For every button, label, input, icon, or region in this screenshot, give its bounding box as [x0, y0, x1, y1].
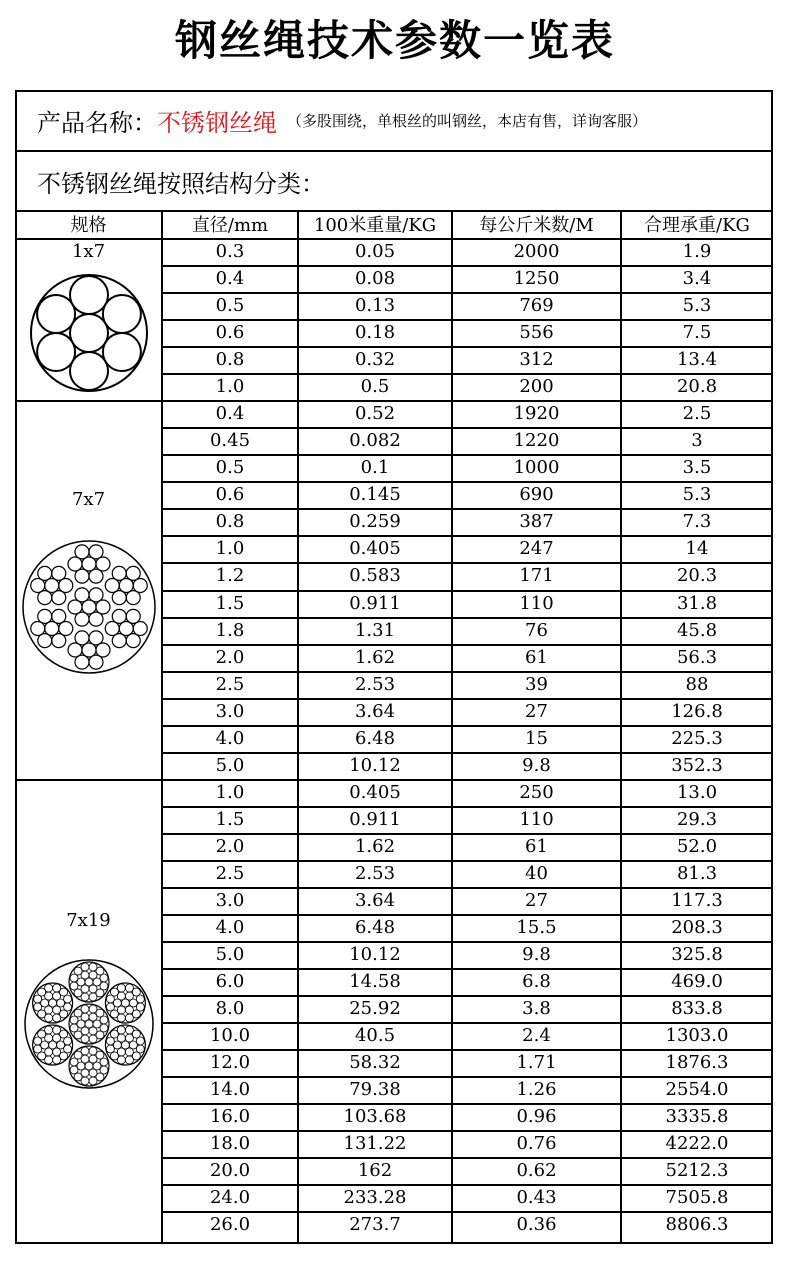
- meters-per-kg-cell: 1920: [513, 403, 560, 425]
- diameter-cell: 3.0: [215, 889, 245, 911]
- wire-circle: [103, 295, 141, 333]
- weight-cell: 0.52: [354, 403, 396, 425]
- load-cell: 126.8: [671, 700, 723, 722]
- wire-circle: [70, 1024, 78, 1032]
- weight-cell: 0.405: [349, 538, 401, 560]
- diameter-cell: 14.0: [209, 1079, 251, 1101]
- load-cell: 3.5: [682, 457, 712, 479]
- weight-cell: 0.05: [354, 241, 396, 262]
- load-cell: 7505.8: [665, 1187, 729, 1209]
- meters-per-kg-cell: 769: [519, 295, 554, 317]
- diameter-cell: 2.0: [215, 835, 245, 857]
- meters-per-kg-cell: 27: [525, 700, 548, 722]
- load-cell: 56.3: [676, 646, 718, 668]
- wire-circle: [126, 610, 140, 624]
- load-cell: 325.8: [671, 944, 723, 966]
- weight-cell: 0.583: [349, 565, 401, 587]
- meters-per-kg-cell: 61: [525, 835, 548, 857]
- meters-per-kg-cell: 61: [525, 646, 548, 668]
- diameter-cell: 10.0: [209, 1025, 251, 1047]
- weight-cell: 0.32: [354, 349, 396, 371]
- wire-circle: [38, 567, 52, 581]
- table-row: [15, 455, 773, 482]
- load-cell: 13.4: [676, 349, 718, 371]
- diameter-cell: 2.0: [215, 646, 245, 668]
- diameter-cell: 18.0: [209, 1133, 251, 1155]
- meters-per-kg-cell: 171: [519, 565, 554, 587]
- page-title: 钢丝绳技术参数一览表: [174, 16, 615, 65]
- wire-circle: [75, 631, 89, 645]
- load-cell: 352.3: [671, 754, 723, 776]
- spec-label: 1x7: [71, 241, 106, 262]
- load-cell: 5.3: [682, 295, 712, 317]
- weight-cell: 40.5: [354, 1025, 396, 1047]
- weight-cell: 103.68: [343, 1106, 407, 1128]
- wire-circle: [126, 591, 140, 605]
- diameter-cell: 5.0: [215, 944, 245, 966]
- wire-circle: [117, 1026, 125, 1034]
- product-name: 不锈钢丝绳: [157, 108, 277, 137]
- wire-circle: [70, 314, 108, 352]
- load-cell: 833.8: [671, 998, 723, 1020]
- table-row: [15, 753, 773, 780]
- meters-per-kg-cell: 200: [519, 376, 554, 398]
- diameter-cell: 8.0: [215, 998, 245, 1020]
- table-row: [15, 780, 773, 807]
- wire-circle: [103, 333, 141, 371]
- wire-circle: [126, 567, 140, 581]
- diameter-cell: 26.0: [209, 1214, 251, 1236]
- meters-per-kg-cell: 0.96: [516, 1106, 557, 1128]
- load-cell: 81.3: [676, 862, 718, 884]
- meters-per-kg-cell: 15.5: [516, 917, 557, 938]
- load-cell: 208.3: [671, 917, 723, 938]
- weight-cell: 6.48: [354, 917, 396, 938]
- wire-circle: [64, 1037, 72, 1045]
- load-cell: 20.3: [676, 565, 718, 587]
- wire-circle: [89, 655, 103, 669]
- table-row: [15, 834, 773, 861]
- weight-cell: 0.13: [354, 295, 396, 317]
- load-cell: 7.3: [682, 511, 712, 533]
- load-cell: 1303.0: [665, 1025, 729, 1047]
- wire-circle: [100, 1016, 108, 1024]
- wire-circle: [106, 1045, 114, 1053]
- wire-circle: [52, 567, 66, 581]
- wire-circle: [70, 276, 108, 314]
- wire-circle: [112, 567, 126, 581]
- load-cell: 469.0: [671, 971, 723, 993]
- product-label: 产品名称：: [37, 108, 157, 137]
- diameter-cell: 16.0: [209, 1106, 251, 1128]
- wire-circle: [89, 631, 103, 645]
- meters-per-kg-cell: 2000: [513, 241, 560, 262]
- wire-circle: [81, 1047, 89, 1055]
- wire-circle: [70, 1066, 78, 1074]
- meters-per-kg-cell: 387: [519, 511, 554, 533]
- wire-circle: [117, 984, 125, 992]
- wire-circle: [37, 295, 75, 333]
- meters-per-kg-cell: 1220: [513, 430, 560, 452]
- wire-circle: [52, 591, 66, 605]
- load-cell: 2.5: [682, 403, 712, 425]
- weight-cell: 131.22: [343, 1133, 407, 1155]
- meters-per-kg-cell: 110: [519, 592, 554, 614]
- diameter-cell: 12.0: [209, 1052, 251, 1074]
- load-cell: 117.3: [671, 889, 723, 911]
- meters-per-kg-cell: 1.71: [516, 1052, 557, 1074]
- weight-cell: 273.7: [349, 1214, 401, 1236]
- table-row: [15, 726, 773, 753]
- wire-circle: [34, 1003, 42, 1011]
- diameter-cell: 0.45: [209, 430, 251, 452]
- spec-label: 7x19: [66, 909, 111, 931]
- table-row: [15, 699, 773, 726]
- wire-circle: [89, 1077, 97, 1085]
- weight-cell: 1.62: [354, 646, 396, 668]
- table-row: [15, 1158, 773, 1185]
- wire-circle: [89, 993, 97, 1001]
- wire-circle: [75, 588, 89, 602]
- meters-per-kg-cell: 76: [525, 619, 548, 641]
- wire-circle: [52, 610, 66, 624]
- meters-per-kg-cell: 110: [519, 808, 554, 830]
- weight-cell: 233.28: [343, 1187, 407, 1209]
- diameter-cell: 0.3: [215, 241, 245, 262]
- wire-circle: [126, 634, 140, 648]
- spec-label: 7x7: [71, 489, 106, 511]
- load-cell: 225.3: [671, 727, 723, 749]
- table-row: [15, 861, 773, 888]
- header-spec: 规格: [70, 215, 107, 236]
- load-cell: 1.9: [682, 241, 712, 262]
- header-weight: 100米重量/KG: [313, 215, 437, 236]
- load-cell: 45.8: [676, 619, 718, 641]
- wire-circle: [81, 963, 89, 971]
- wire-circle: [125, 1014, 133, 1022]
- meters-per-kg-cell: 0.43: [516, 1187, 557, 1209]
- diameter-cell: 3.0: [215, 700, 245, 722]
- diameter-cell: 0.8: [215, 511, 245, 533]
- table-row: [15, 428, 773, 455]
- spec-table: [15, 212, 773, 1244]
- diameter-cell: 1.0: [215, 781, 245, 803]
- table-row: [15, 1185, 773, 1212]
- diameter-cell: 0.6: [215, 322, 245, 344]
- weight-cell: 0.911: [349, 808, 401, 830]
- weight-cell: 3.64: [354, 889, 396, 911]
- wire-circle: [89, 545, 103, 559]
- diameter-cell: 2.5: [215, 862, 245, 884]
- weight-cell: 79.38: [349, 1079, 401, 1101]
- meters-per-kg-cell: 6.8: [522, 971, 551, 993]
- wire-circle: [89, 588, 103, 602]
- diameter-cell: 0.6: [215, 484, 245, 506]
- wire-circle: [112, 610, 126, 624]
- wire-circle: [64, 995, 72, 1003]
- meters-per-kg-cell: 0.36: [516, 1214, 557, 1236]
- diameter-cell: 20.0: [209, 1160, 251, 1182]
- meters-per-kg-cell: 0.76: [516, 1133, 557, 1155]
- meters-per-kg-cell: 1.26: [516, 1079, 557, 1101]
- weight-cell: 1.62: [354, 835, 396, 857]
- category-line: 不锈钢丝绳按照结构分类：: [15, 152, 773, 212]
- diameter-cell: 0.5: [215, 295, 245, 317]
- 7x7-cross-section: [21, 539, 157, 675]
- meters-per-kg-cell: 250: [519, 781, 554, 803]
- load-cell: 88: [685, 673, 709, 695]
- weight-cell: 162: [357, 1160, 393, 1182]
- wire-circle: [136, 995, 144, 1003]
- wire-circle: [34, 1045, 42, 1053]
- load-cell: 20.8: [676, 376, 718, 398]
- table-row: [15, 807, 773, 834]
- table-row: [15, 401, 773, 428]
- load-cell: 31.8: [676, 592, 718, 614]
- diameter-cell: 1.8: [215, 619, 245, 641]
- load-cell: 3: [691, 430, 703, 452]
- table-row: [15, 509, 773, 536]
- meters-per-kg-cell: 15: [525, 727, 548, 749]
- diameter-cell: 1.2: [215, 565, 245, 587]
- table-row: [15, 1104, 773, 1131]
- wire-circle: [100, 974, 108, 982]
- diameter-cell: 4.0: [215, 727, 245, 749]
- wire-circle: [100, 1058, 108, 1066]
- load-cell: 8806.3: [665, 1214, 729, 1236]
- meters-per-kg-cell: 39: [525, 673, 548, 695]
- diameter-cell: 1.5: [215, 592, 245, 614]
- weight-cell: 14.58: [349, 971, 401, 993]
- weight-cell: 58.32: [349, 1052, 401, 1074]
- wire-circle: [75, 545, 89, 559]
- weight-cell: 10.12: [349, 754, 401, 776]
- wire-circle: [38, 610, 52, 624]
- weight-cell: 2.53: [354, 862, 396, 884]
- diameter-cell: 4.0: [215, 917, 245, 938]
- product-note: （多股围绕，单根丝的叫钢丝，本店有售，详询客服）: [287, 111, 648, 130]
- load-cell: 3.4: [682, 268, 712, 290]
- wire-circle: [52, 634, 66, 648]
- load-cell: 7.5: [682, 322, 712, 344]
- 7x19-cross-section: [23, 958, 155, 1090]
- weight-cell: 0.259: [349, 511, 401, 533]
- meters-per-kg-cell: 247: [519, 538, 554, 560]
- meters-per-kg-cell: 312: [519, 349, 554, 371]
- table-row: [15, 672, 773, 699]
- header-load: 合理承重/KG: [644, 215, 750, 236]
- wire-circle: [53, 1056, 61, 1064]
- wire-circle: [70, 352, 108, 390]
- diameter-cell: 1.5: [215, 808, 245, 830]
- diameter-cell: 0.8: [215, 349, 245, 371]
- wire-circle: [53, 1014, 61, 1022]
- load-cell: 5.3: [682, 484, 712, 506]
- meters-per-kg-cell: 3.8: [522, 998, 551, 1020]
- load-cell: 5212.3: [665, 1160, 729, 1182]
- meters-per-kg-cell: 1250: [513, 268, 560, 290]
- 1x7-cross-section: [29, 273, 149, 393]
- load-cell: 52.0: [676, 835, 718, 857]
- diameter-cell: 24.0: [209, 1187, 251, 1209]
- table-row: [15, 1131, 773, 1158]
- wire-circle: [81, 1005, 89, 1013]
- meters-per-kg-cell: 40: [525, 862, 548, 884]
- weight-cell: 0.405: [349, 781, 401, 803]
- weight-cell: 0.5: [360, 376, 390, 398]
- weight-cell: 10.12: [349, 944, 401, 966]
- wire-circle: [70, 982, 78, 990]
- load-cell: 29.3: [676, 808, 718, 830]
- load-cell: 2554.0: [665, 1079, 729, 1101]
- wire-circle: [89, 569, 103, 583]
- meters-per-kg-cell: 9.8: [522, 944, 551, 966]
- diameter-cell: 5.0: [215, 754, 245, 776]
- product-name-row: [15, 90, 773, 152]
- weight-cell: 1.31: [354, 619, 396, 641]
- load-cell: 13.0: [676, 781, 718, 803]
- weight-cell: 0.082: [349, 430, 401, 452]
- wire-circle: [37, 333, 75, 371]
- meters-per-kg-cell: 2.4: [522, 1025, 551, 1047]
- wire-circle: [89, 612, 103, 626]
- load-cell: 1876.3: [665, 1052, 729, 1074]
- wire-circle: [106, 1003, 114, 1011]
- diameter-cell: 6.0: [215, 971, 245, 993]
- weight-cell: 0.145: [349, 484, 401, 506]
- rope-outer-circle: [23, 541, 155, 673]
- wire-circle: [45, 1026, 53, 1034]
- meters-per-kg-cell: 0.62: [516, 1160, 557, 1182]
- diameter-cell: 1.0: [215, 538, 245, 560]
- rope-outer-circle: [25, 960, 153, 1088]
- weight-cell: 0.18: [354, 322, 396, 344]
- diameter-cell: 0.4: [215, 268, 245, 290]
- weight-cell: 0.08: [354, 268, 396, 290]
- diameter-cell: 1.0: [215, 376, 245, 398]
- weight-cell: 2.53: [354, 673, 396, 695]
- meters-per-kg-cell: 9.8: [522, 754, 551, 776]
- wire-circle: [136, 1037, 144, 1045]
- load-cell: 14: [685, 538, 709, 560]
- weight-cell: 25.92: [349, 998, 401, 1020]
- wire-circle: [89, 1035, 97, 1043]
- meters-per-kg-cell: 556: [519, 322, 554, 344]
- meters-per-kg-cell: 27: [525, 889, 548, 911]
- load-cell: 3335.8: [665, 1106, 729, 1128]
- weight-cell: 0.1: [360, 457, 390, 479]
- table-row: [15, 1212, 773, 1239]
- weight-cell: 0.911: [349, 592, 401, 614]
- wire-circle: [125, 1056, 133, 1064]
- weight-cell: 3.64: [354, 700, 396, 722]
- diameter-cell: 0.5: [215, 457, 245, 479]
- strand-outer-circle: [31, 275, 147, 391]
- header-diameter: 直径/mm: [191, 215, 269, 236]
- diameter-cell: 2.5: [215, 673, 245, 695]
- header-meters-per-kg: 每公斤米数/M: [479, 215, 594, 236]
- load-cell: 4222.0: [665, 1133, 729, 1155]
- meters-per-kg-cell: 690: [519, 484, 554, 506]
- meters-per-kg-cell: 1000: [513, 457, 560, 479]
- weight-cell: 6.48: [354, 727, 396, 749]
- diameter-cell: 0.4: [215, 403, 245, 425]
- wire-circle: [45, 984, 53, 992]
